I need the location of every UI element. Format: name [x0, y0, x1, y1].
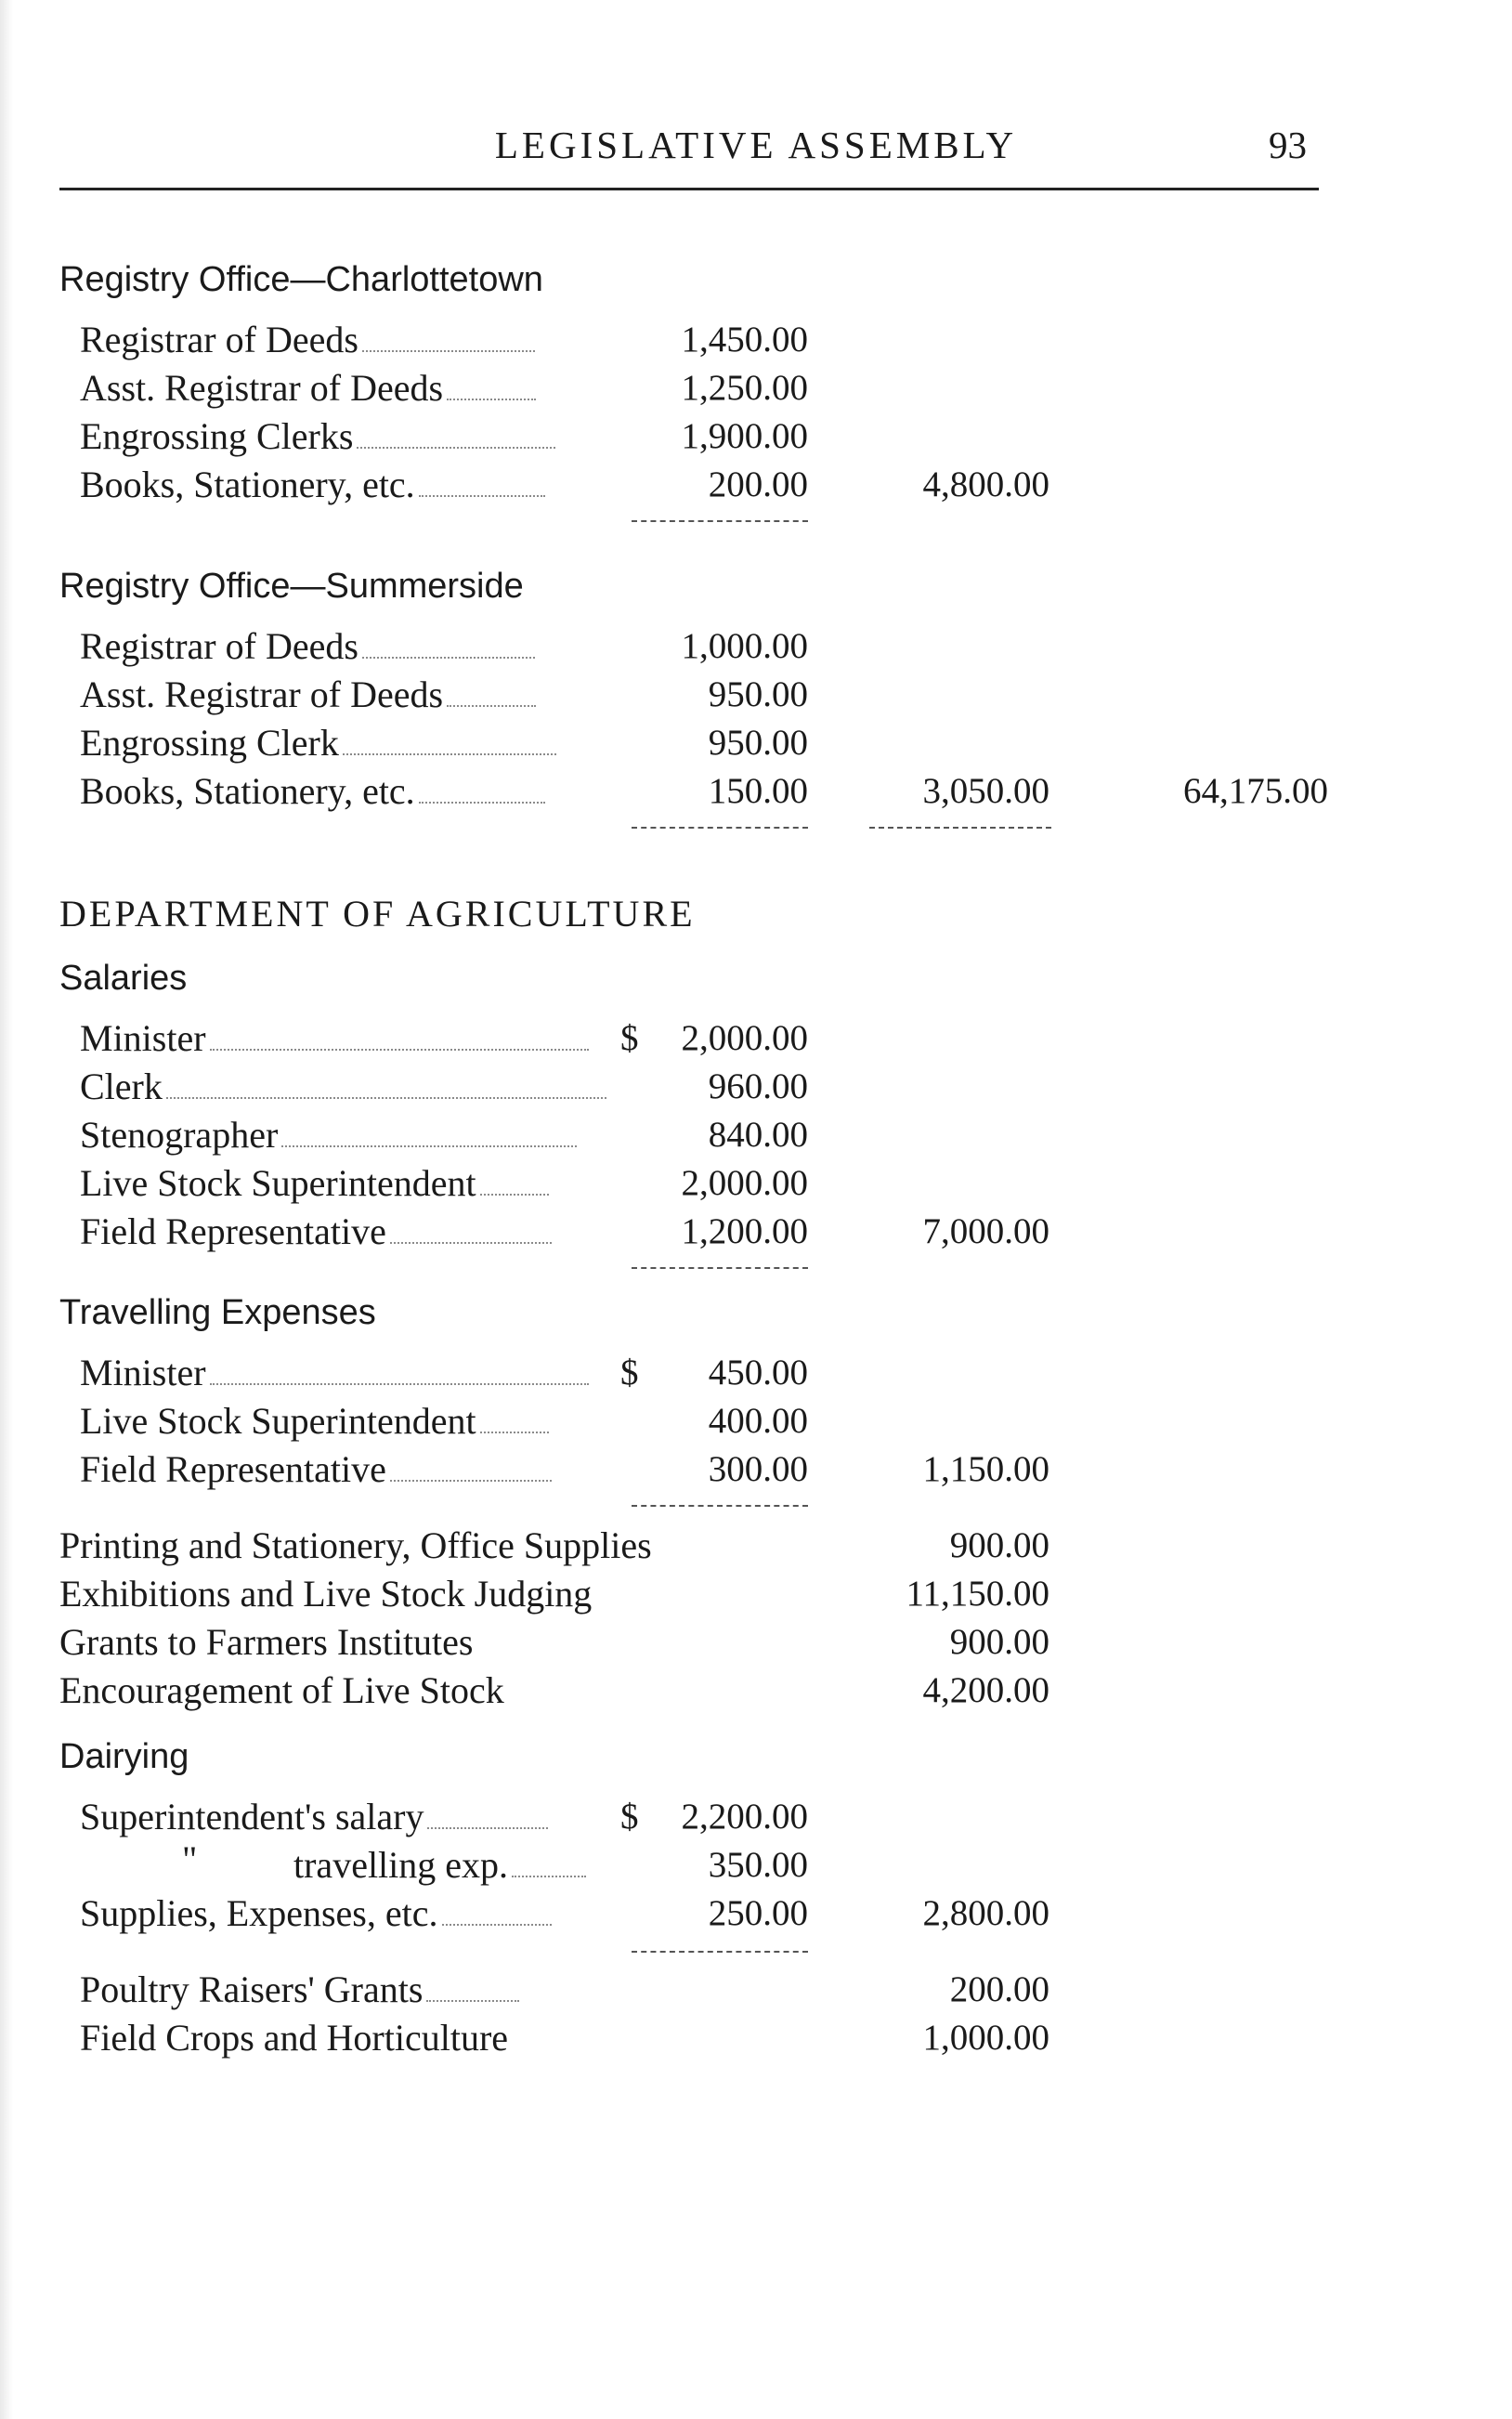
misc-line-amount: 900.00 — [949, 1622, 1049, 1662]
line-item-label: Engrossing Clerk — [80, 725, 556, 762]
section-heading-registry-charlottetown: Registry Office—Charlottetown — [59, 260, 543, 299]
subtotal-amount: 3,050.00 — [922, 771, 1049, 811]
sum-rule — [632, 520, 808, 522]
dollar-sign: $ — [620, 1797, 639, 1837]
line-item-label: Poultry Raisers' Grants — [80, 1971, 519, 2008]
line-item-label: travelling exp. — [293, 1847, 586, 1884]
page-edge-shadow — [0, 0, 13, 2419]
misc-line-label: Exhibitions and Live Stock Judging — [59, 1573, 593, 1615]
line-item-amount: 840.00 — [708, 1115, 808, 1155]
header-rule — [59, 188, 1319, 190]
line-item-label: Minister — [80, 1020, 589, 1057]
ditto-mark: " — [182, 1838, 198, 1880]
grand-total-amount: 64,175.00 — [1183, 771, 1328, 811]
section-heading-registry-summerside: Registry Office—Summerside — [59, 567, 524, 606]
line-item-label: Engrossing Clerks — [80, 418, 555, 455]
line-item-label: Supplies, Expenses, etc. — [80, 1895, 552, 1932]
misc-line-amount: 11,150.00 — [906, 1574, 1049, 1614]
line-item-amount: 1,000.00 — [922, 2018, 1049, 2058]
misc-line-label: Printing and Stationery, Office Supplies — [59, 1524, 652, 1566]
misc-line-label: Grants to Farmers Institutes — [59, 1621, 474, 1663]
dollar-sign: $ — [620, 1018, 639, 1058]
line-item-amount: 960.00 — [708, 1066, 808, 1106]
line-item-amount: 2,200.00 — [681, 1797, 808, 1837]
line-item-amount: 950.00 — [708, 723, 808, 763]
line-item-amount: 150.00 — [708, 771, 808, 811]
subtotal-amount: 7,000.00 — [922, 1211, 1049, 1251]
sum-rule — [632, 827, 808, 829]
line-item-label: Books, Stationery, etc. — [80, 773, 545, 810]
line-item-label: Live Stock Superintendent — [80, 1403, 549, 1440]
subsection-heading-dairying: Dairying — [59, 1737, 189, 1776]
line-item-amount: 200.00 — [708, 464, 808, 504]
line-item-amount: 1,200.00 — [681, 1211, 808, 1251]
sum-rule — [632, 1951, 808, 1953]
line-item-amount: 200.00 — [949, 1969, 1049, 2009]
line-item-amount: 1,900.00 — [681, 416, 808, 456]
sum-rule — [869, 827, 1051, 829]
line-item-amount: 2,000.00 — [681, 1163, 808, 1203]
subtotal-amount: 2,800.00 — [922, 1893, 1049, 1933]
line-item-amount: 1,450.00 — [681, 320, 808, 360]
running-header-title: LEGISLATIVE ASSEMBLY — [494, 124, 1018, 166]
line-item-label: Registrar of Deeds — [80, 321, 535, 359]
line-item-amount: 1,000.00 — [681, 626, 808, 666]
line-item-label: Stenographer — [80, 1117, 577, 1154]
line-item-label: Superintendent's salary — [80, 1798, 548, 1836]
subtotal-amount: 1,150.00 — [922, 1449, 1049, 1489]
line-item-label: Books, Stationery, etc. — [80, 466, 545, 503]
line-item-amount: 950.00 — [708, 674, 808, 714]
subsection-heading-travelling: Travelling Expenses — [59, 1293, 376, 1332]
line-item-amount: 400.00 — [708, 1401, 808, 1441]
line-item-label: Registrar of Deeds — [80, 628, 535, 665]
line-item-amount: 1,250.00 — [681, 368, 808, 408]
sum-rule — [632, 1505, 808, 1507]
line-item-amount: 300.00 — [708, 1449, 808, 1489]
line-item-amount: 250.00 — [708, 1893, 808, 1933]
subtotal-amount: 4,800.00 — [922, 464, 1049, 504]
line-item-label: Field Crops and Horticulture — [80, 2017, 509, 2059]
line-item-label: Clerk — [80, 1068, 606, 1105]
line-item-amount: 2,000.00 — [681, 1018, 808, 1058]
line-item-label: Live Stock Superintendent — [80, 1165, 549, 1202]
sum-rule — [632, 1267, 808, 1269]
misc-line-amount: 900.00 — [949, 1525, 1049, 1565]
line-item-label: Field Representative — [80, 1451, 552, 1488]
page-number: 93 — [1269, 124, 1307, 166]
misc-line-label: Encouragement of Live Stock — [59, 1669, 504, 1711]
line-item-label: Minister — [80, 1354, 589, 1392]
line-item-label: Asst. Registrar of Deeds — [80, 370, 536, 407]
subsection-heading-salaries: Salaries — [59, 959, 188, 998]
department-heading: DEPARTMENT OF AGRICULTURE — [59, 893, 696, 935]
dollar-sign: $ — [620, 1353, 639, 1393]
misc-line-amount: 4,200.00 — [922, 1670, 1049, 1710]
line-item-label: Field Representative — [80, 1213, 552, 1250]
line-item-label: Asst. Registrar of Deeds — [80, 676, 536, 713]
line-item-amount: 350.00 — [708, 1845, 808, 1885]
line-item-amount: 450.00 — [708, 1353, 808, 1393]
